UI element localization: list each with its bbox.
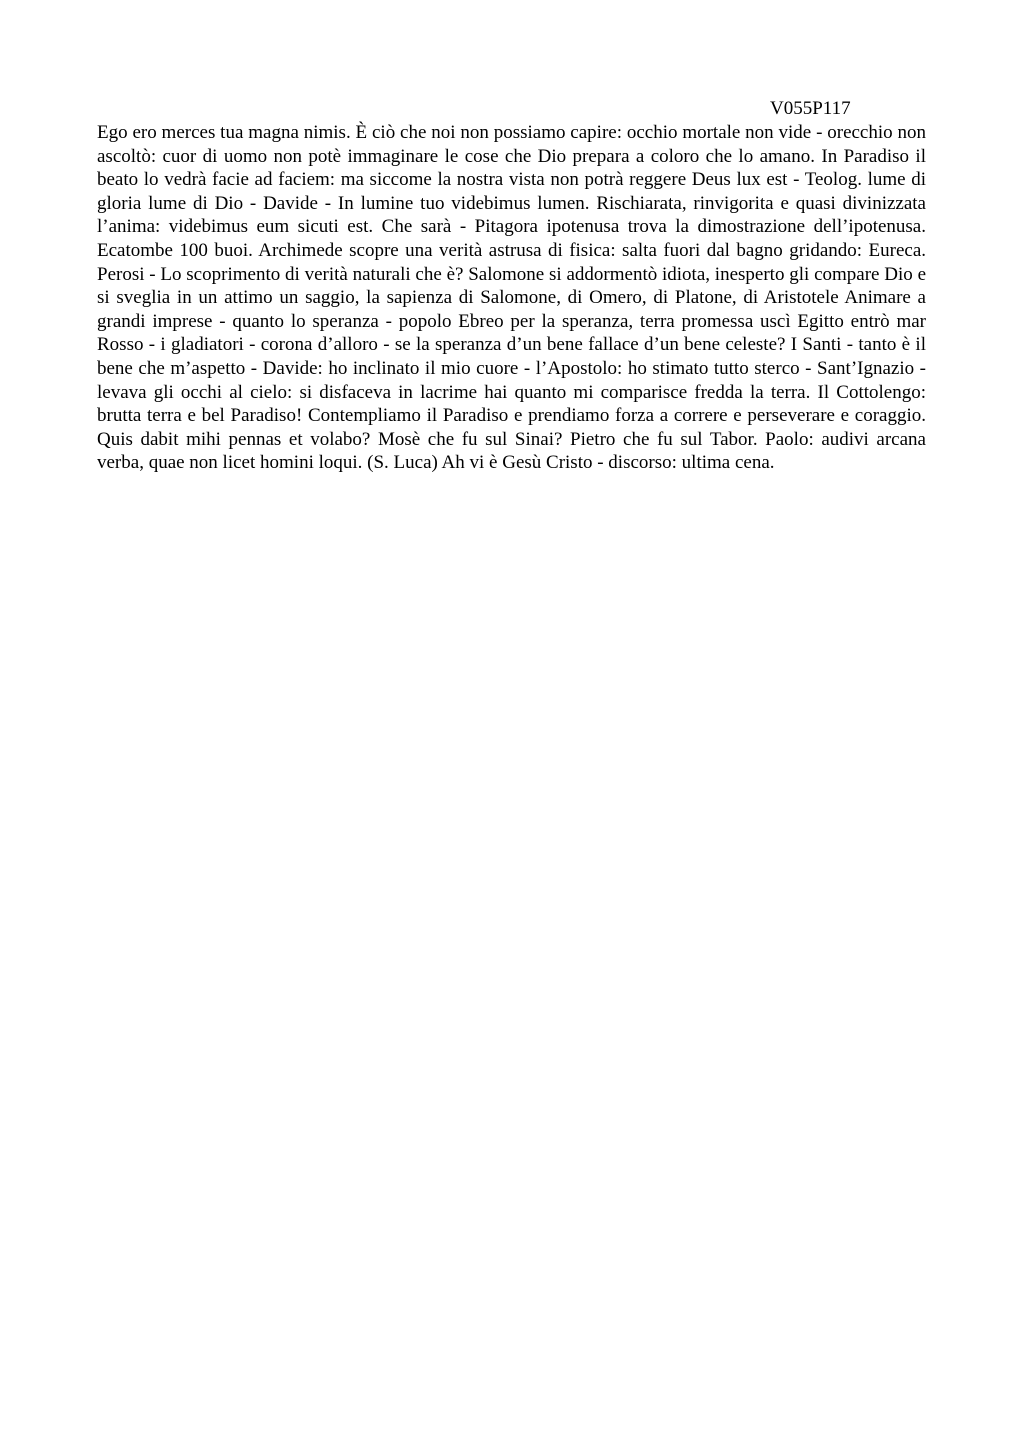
body-paragraph: Ego ero merces tua magna nimis. È ciò che noi non possiamo capire: occhio mortale non vide - orecchio non ascoltò: cuor di uomo non potè immaginare le cose che Dio prepara a coloro che lo amano. In Paradiso il beato lo vedrà facie ad faciem: ma siccome la nostra vista non potrà reggere Deus lux est - Teolog. lume di gloria lume di Dio - Davide - In lumine tuo videbimus lumen. Rischiarata, rinvigorita e quasi divinizzata l’anima: videbimus eum sicuti est. Che sarà - Pitagora ipotenusa trova la dimostrazione dell’ipotenusa. Ecatombe 100 buoi. Archimede scopre una verità astrusa di fisica: salta fuori dal bagno gridando: Eureca. Perosi - Lo scoprimento di verità naturali che è? Salomone si addormentò idiota, inesperto gli compare Dio e si sveglia in un attimo un saggio, la sapienza di Salomone, di Omero, di Platone, di Aristotele Animare a grandi imprese - quanto lo speranza - popolo Ebreo per la speranza, terra promessa uscì Egitto entrò mar Rosso - i gladiatori - corona d’alloro - se la speranza d’un bene fallace d’un bene celeste? I Santi - tanto è il bene che m’aspetto - Davide: ho inclinato il mio cuore - l’Apostolo: ho stimato tutto sterco - Sant’Ignazio - levava gli occhi al cielo: si disfaceva in lacrime hai quanto mi comparisce fredda la terra. Il Cottolengo: brutta terra e bel Paradiso! Contempliamo il Paradiso e prendiamo forza a correre e perseverare e coraggio. Quis dabit mihi pennas et volabo? Mosè che fu sul Sinai? Pietro che fu sul Tabor. Paolo: audivi arcana verba, quae non licet homini loqui. (S. Luca) Ah vi è Gesù Cristo - discorso: ultima cena. xyxy=(97,122,926,474)
page-identifier: V055P117 xyxy=(770,98,851,119)
